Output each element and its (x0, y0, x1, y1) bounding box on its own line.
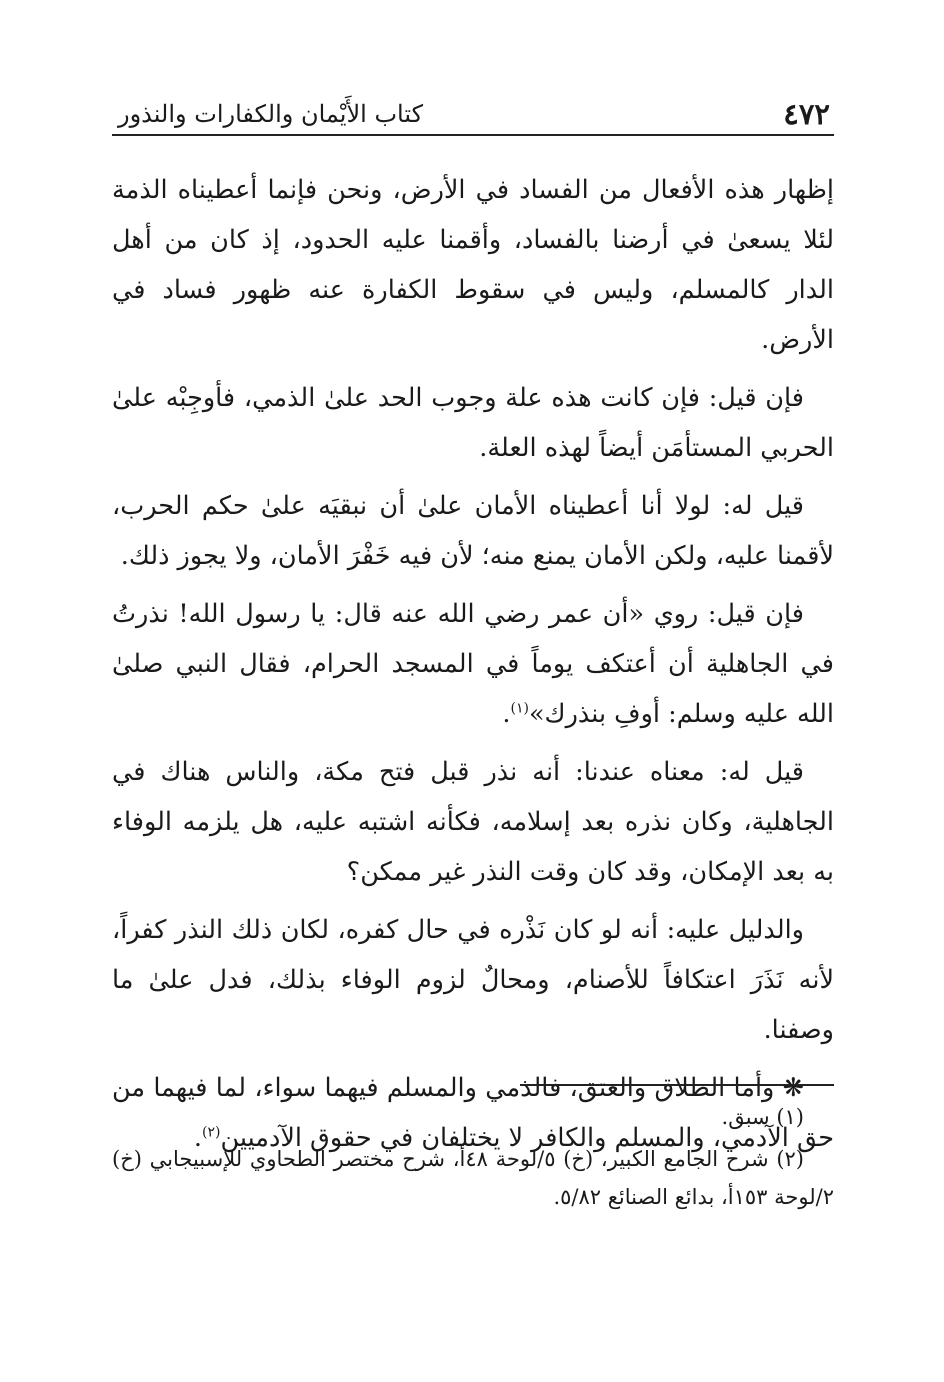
footnotes (112, 1098, 834, 1220)
paragraph-text: فإن قيل: فإن كانت هذه علة وجوب الحد علىٰ الذمي، فأوجِبْه علىٰ الحربي المستأمَن أيضاً لهذه العلة. (112, 383, 834, 463)
paragraph (112, 747, 834, 897)
page-header (112, 90, 834, 136)
paragraph-text: قيل له: لولا أنا أعطيناه الأمان علىٰ أن نبقيَه علىٰ حكم الحرب، لأقمنا عليه، ولكن الأمان يمنع منه؛ لأن فيه خَفْرَ الأمان، ولا يجوز ذلك. (112, 491, 834, 571)
main-text (112, 165, 834, 1171)
paragraph-end: . (502, 699, 511, 729)
page-number: ٤٧٢ (783, 97, 830, 131)
paragraph-text: إظهار هذه الأفعال من الفساد في الأرض، ونحن فإنما أعطيناه الذمة لئلا يسعىٰ في أرضنا بالفساد، وأقمنا عليه الحدود، إذ كان من أهل الدار كالمسلم، وليس في سقوط الكفارة عنه ظهور فساد في الأرض. (112, 175, 834, 355)
book-page (112, 0, 834, 1382)
footnote: (١) سبق. (721, 1105, 804, 1129)
footnote-separator (520, 1084, 834, 1086)
paragraph-text: والدليل عليه: أنه لو كان نَذْره في حال كفره، لكان ذلك النذر كفراً، لأنه نَذَرَ اعتكافاً للأصنام، ومحالٌ لزوم الوفاء بذلك، فدل علىٰ ما وصفنا. (112, 915, 834, 1045)
paragraph (112, 905, 834, 1055)
footnote: (٢) شرح الجامع الكبير، (خ) ٥/لوحة ٤٨أ، شرح مختصر الطحاوي للإسبيجابي (خ) ٢/لوحة ١٥٣أ، بدائع الصنائع ٥/٨٢. (112, 1147, 834, 1209)
running-title: كتاب الأَيْمان والكفارات والنذور (118, 100, 424, 128)
paragraph-end: . (193, 1123, 203, 1153)
paragraph-text: ❋ وأما الطلاق والعتق، فالذمي والمسلم فيهما سواء، لما فيهما من حق الآدمي، والمسلم والكافر لا يختلفان في حقوق الآدميين (112, 1073, 834, 1153)
paragraph (112, 589, 834, 739)
paragraph (112, 165, 834, 365)
paragraph-text: فإن قيل: روي «أن عمر رضي الله عنه قال: يا رسول الله! نذرتُ في الجاهلية أن أعتكف يوماً في المسجد الحرام، فقال النبي صلىٰ الله عليه وسلم: أوفِ بنذرك» (112, 599, 834, 729)
paragraph (112, 373, 834, 473)
footnote-reference: (٢) (202, 1124, 221, 1141)
paragraph (112, 481, 834, 581)
paragraph-text: قيل له: معناه عندنا: أنه نذر قبل فتح مكة، والناس هناك في الجاهلية، وكان نذره بعد إسلامه، فكأنه اشتبه عليه، هل يلزمه الوفاء به بعد الإمكان، وقد كان وقت النذر غير ممكن؟ (112, 757, 834, 887)
footnote-reference: (١) (510, 700, 529, 717)
